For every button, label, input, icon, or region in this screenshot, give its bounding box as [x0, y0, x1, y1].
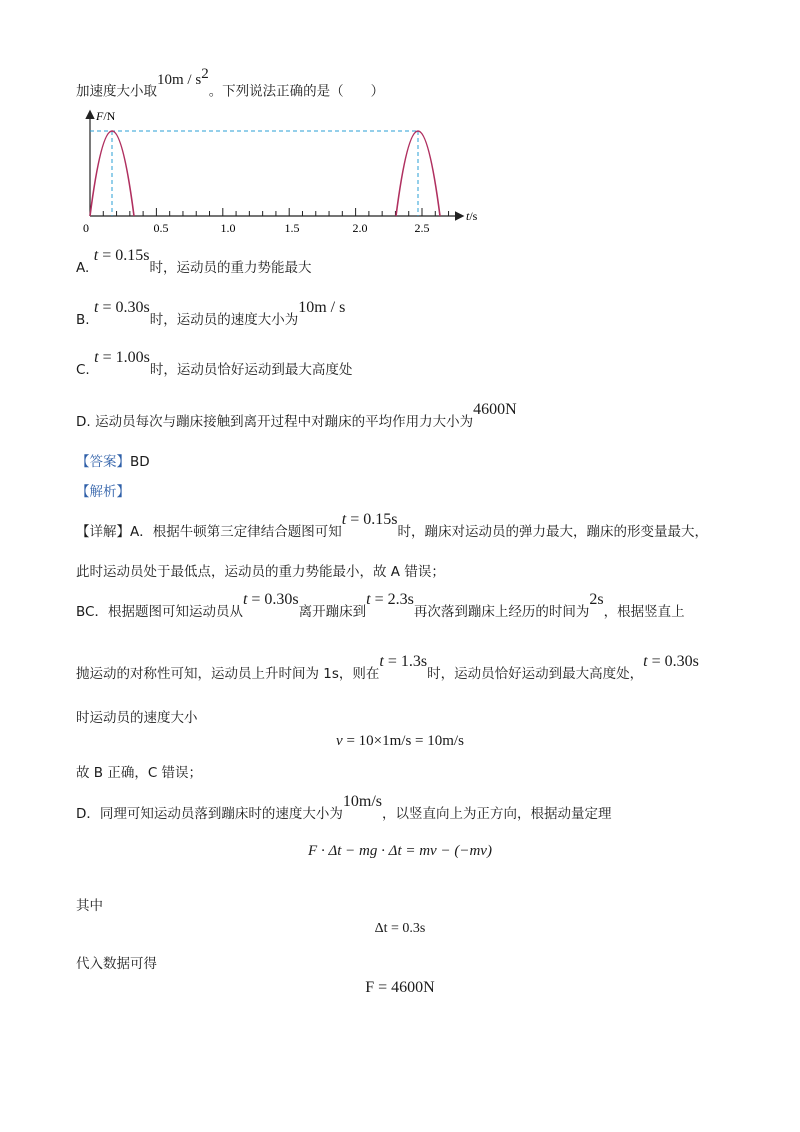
equation-momentum: F · Δt − mg · Δt = mv − (−mv): [308, 843, 492, 859]
option-b-label: B.: [76, 312, 90, 328]
option-b-math2: 10m / s: [298, 299, 346, 316]
detail-text: A．根据牛顿第三定律结合题图可知: [130, 524, 342, 540]
option-c-text: 时，运动员恰好运动到最大高度处: [149, 362, 353, 378]
detail-line-5: [76, 708, 198, 728]
option-c-math: t = 1.00s: [94, 349, 150, 366]
tick-label-0.5: 0.5: [153, 221, 169, 235]
x-axis-label: t/s: [466, 209, 478, 223]
detail-text: 抛运动的对称性可知，运动员上升时间为 1s，则在: [76, 666, 380, 682]
detail-line-2: [76, 562, 445, 582]
option-b-text: 时，运动员的速度大小为: [149, 312, 299, 328]
option-d-label: D.: [76, 414, 91, 430]
intro-text: 加速度大小取: [76, 83, 157, 100]
detail-text: BC．根据题图可知运动员从: [76, 604, 243, 620]
question-intro: [76, 66, 385, 102]
detail-text: 再次落到蹦床上经历的时间为: [413, 604, 590, 620]
tick-label-0: 0: [83, 221, 89, 235]
detail-text: 其中: [76, 898, 103, 914]
detail-line-8: [76, 896, 103, 916]
tick-label-1.0: 1.0: [220, 221, 236, 235]
detail-math: 2s: [589, 591, 604, 608]
detail-text: D．同理可知运动员落到蹦床时的速度大小为: [76, 806, 343, 822]
option-d-math: 4600N: [473, 401, 517, 418]
equation-force-result: F = 4600N: [365, 979, 435, 996]
answer-line: [76, 452, 150, 472]
analysis-tag: 【解析】: [76, 484, 130, 500]
detail-math: t = 0.30s: [242, 591, 299, 608]
detail-text: 故 B 正确，C 错误；: [76, 765, 203, 781]
detail-text: ，以竖直向上为正方向，根据动量定理: [382, 806, 612, 822]
detail-text: 时，蹦床对运动员的弹力最大，蹦床的形变量最大，: [397, 524, 708, 540]
equation-velocity: v = 10×1m/s = 10m/s: [336, 733, 464, 749]
intro-question: 。下列说法正确的是（ ）: [208, 83, 385, 100]
detail-line-3: [76, 591, 685, 622]
detail-text: ，根据竖直上: [603, 604, 685, 620]
detail-math: 10m/s: [342, 793, 383, 810]
option-d-text: 运动员每次与蹦床接触到离开过程中对蹦床的平均作用力大小为: [95, 414, 474, 430]
intro-accel-exponent: 2: [201, 66, 209, 82]
detail-line-6: [76, 763, 202, 783]
option-b: [76, 299, 346, 330]
detail-text: 此时运动员处于最低点，运动员的重力势能最小，故 A 错误；: [76, 564, 445, 580]
answer-value: BD: [130, 454, 150, 470]
detail-math: t = 1.3s: [379, 653, 428, 670]
tick-label-2.0: 2.0: [352, 221, 368, 235]
detail-math: t = 2.3s: [366, 591, 414, 608]
option-a-math: t = 0.15s: [93, 247, 150, 264]
detail-math: t = 0.15s: [341, 511, 398, 528]
detail-line-9: [76, 954, 157, 974]
tick-label-1.5: 1.5: [284, 221, 300, 235]
detail-tag: 【详解】: [76, 524, 130, 540]
option-a-text: 时，运动员的重力势能最大: [149, 260, 312, 276]
option-d: [76, 401, 517, 432]
detail-line-1: [76, 511, 708, 542]
tick-label-2.5: 2.5: [414, 221, 430, 235]
equation-delta-t: Δt = 0.3s: [374, 921, 426, 936]
option-c-label: C.: [76, 362, 90, 378]
option-a: [76, 247, 312, 278]
detail-text: 离开蹦床到: [298, 604, 367, 620]
intro-accel-value: 10m / s: [157, 71, 202, 88]
detail-text: 时，运动员恰好运动到最大高度处，: [427, 666, 644, 682]
detail-text: 时运动员的速度大小: [76, 710, 198, 726]
option-a-label: A.: [76, 260, 90, 276]
y-axis-label: F/N: [96, 109, 116, 123]
option-c: [76, 349, 353, 380]
analysis-line: [76, 482, 130, 502]
detail-line-7: [76, 793, 612, 824]
force-time-graph: [60, 108, 500, 238]
answer-tag: 【答案】: [76, 454, 130, 470]
option-b-math: t = 0.30s: [94, 299, 150, 316]
detail-text: 代入数据可得: [76, 956, 157, 972]
detail-math: t = 0.30s: [643, 653, 699, 670]
detail-line-4: [76, 653, 699, 684]
